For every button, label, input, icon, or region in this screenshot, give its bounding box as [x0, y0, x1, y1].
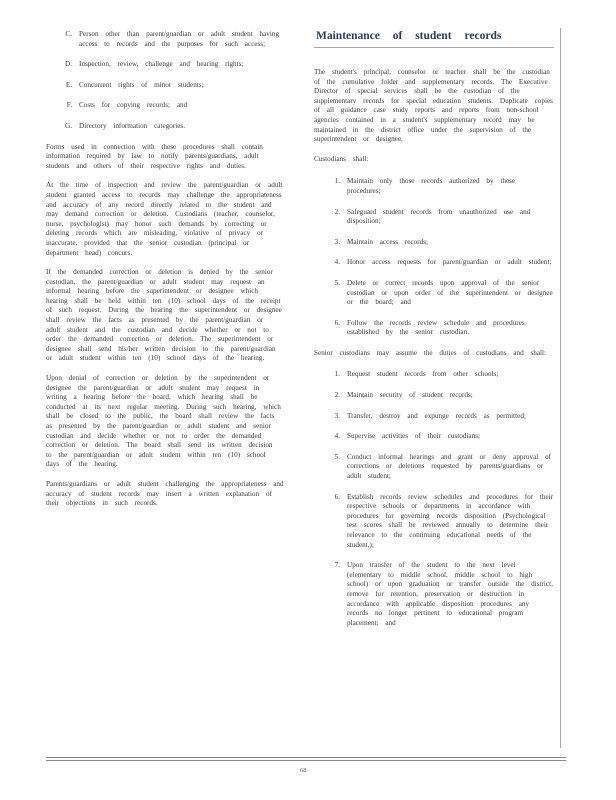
list-item-text: Inspection, review, challenge and hearing rights;	[79, 60, 244, 69]
list-item-text: Supervise activities of their custodians;	[347, 432, 480, 441]
list-item	[314, 258, 554, 268]
list-item	[314, 493, 554, 551]
list-item-text: Maintain only those records authorized by these procedures;	[347, 177, 516, 195]
paragraph: At the time of inspection and review the parent/guardian or adult student granted access to records may challenge the appropriateness and accuracy of any record directly related to the student and may demand correction or deletion. Custodians (teacher, counselor, nurse, psychologist) may honor such demands by correcting or deleting records which are misleading, violative of privacy or inaccurate, provided that the senior custodian (principal or department head) concurs.	[46, 181, 283, 257]
list-item-label: 6.	[334, 318, 340, 327]
list-item-text: Safeguard student records from unauthorized use and disposition;	[347, 207, 531, 226]
list-item-text: Delete or correct records upon approval of the senior custodian or upon order of the superintendent or designee or the board; and	[347, 278, 553, 307]
paragraph: Parents/guardians or adult student challenging the appropriateness and accuracy of student records may insert a written explanation of their objections in such records.	[46, 479, 284, 508]
list-item-label: 3.	[334, 411, 340, 420]
title-rule	[314, 47, 554, 48]
list-item	[314, 208, 554, 227]
senior-custodians-lead: Senior custodians may assume the duties of custodians and shall:	[314, 348, 547, 357]
list-item-label: D.	[65, 60, 72, 69]
section-title: Maintenance of student records	[316, 30, 502, 42]
column-divider	[560, 28, 561, 748]
list-item-text: Establish records review schedules and procedures for their respective schools or departments in accordance with procedures for governing records disposition (Psychological test scores shall be reviewed annually to determine their relevance to the continuing educational needs of the student.);	[347, 492, 554, 549]
list-item	[314, 561, 554, 628]
list-item-label: F.	[66, 101, 72, 110]
list-item	[314, 412, 554, 422]
list-item-text: Concurrent rights of minor students;	[79, 80, 204, 89]
footer-rule	[46, 757, 566, 758]
list-item-label: 5.	[334, 278, 340, 287]
list-item	[46, 81, 284, 91]
list-item-text: Person other than parent/guardian or adult student having access to records and the purposes for such access;	[79, 30, 280, 48]
list-item	[314, 370, 554, 380]
left-paragraphs	[46, 143, 284, 509]
intro-paragraph: The student's principal, counselor or teacher shall be the custodian of the cumulative folder and supplementary records. The Executive Director of special services shall be the custodian of the supplementary records for special education students. Duplicate copies of all guidance case study reports and reports from non-school agencies contained in a student's supplementary record may be maintained in the district office under the supervision of the superintendent or designee.	[314, 68, 553, 144]
list-item-text: Follow the records review schedule and procedures established by the senior custodian.	[347, 318, 525, 337]
list-item-text: Maintain access records;	[347, 237, 429, 246]
list-item	[314, 177, 554, 196]
list-item-text: Maintain security of student records;	[347, 391, 473, 400]
list-item-label: C.	[65, 30, 72, 38]
list-item-label: 3.	[334, 237, 340, 246]
list-item	[314, 238, 554, 248]
senior-duties-list	[314, 370, 554, 628]
custodian-duties-list	[314, 177, 554, 338]
footer-rule-lower	[46, 760, 566, 761]
list-item	[314, 432, 554, 442]
list-item	[314, 391, 554, 401]
page-number: 68	[300, 767, 307, 774]
list-item-label: 4.	[334, 258, 340, 267]
list-item	[46, 60, 284, 70]
list-item-label: G.	[65, 121, 72, 130]
list-item	[46, 30, 284, 49]
left-column	[46, 30, 284, 519]
list-item-label: 2.	[334, 207, 340, 216]
list-item-text: Transfer, destroy and expunge records as permitted;	[347, 411, 526, 420]
list-item-label: 7.	[334, 561, 340, 570]
list-item-text: Costs for copying records; and	[79, 101, 188, 110]
list-item-label: 1.	[334, 370, 340, 379]
list-item-text: Honor access requests for parent/guardian or adult student;	[347, 258, 552, 267]
list-item	[314, 453, 554, 482]
list-item	[314, 279, 554, 308]
list-item-label: E.	[65, 80, 72, 89]
list-item-label: 2.	[334, 391, 340, 400]
list-item-label: 1.	[334, 177, 340, 186]
list-item-label: 6.	[334, 492, 340, 501]
paragraph: Upon denial of correction or deletion by the superintendent or designee the parent/guardian or adult student may request in writing a hearing before the board, which hearing shall be conducted at its next regular meeting. During such hearing, which shall be closed to the public, the board shall review the facts as presented by the parent/guardian or adult student and senior custodian and decide whether or not to order the demanded correction or deletion. The board shall send its written decision to the parent/guardian or adult student within ten (10) school days of the hearing.	[46, 374, 281, 469]
paragraph: If the demanded correction or deletion is denied by the senior custodian, the parent/guardian or adult student may request an informal hearing before the superintendent or designee which hearing shall be held within ten (10) school days of the receipt of such request. During the hearing the superintendent or designee shall review the facts as presented by the parent/guardian or adult student and the custodian and decide whether or not to order the demanded correction or deletion. The superintendent or designee shall send his/her written decision to the parent/guardian or adult student within ten (10) school days of the hearing.	[46, 268, 282, 363]
right-column	[314, 30, 554, 639]
list-item	[314, 319, 554, 338]
paragraph: Forms used in connection with these procedures shall contain information required by law to notify parents/guardians, adult students and others of their respective rights and duties.	[46, 142, 263, 170]
list-item	[46, 122, 284, 132]
list-item-text: Upon transfer of the student to the next level (elementary to middle school, middle school to high school) or upon graduation or transfer outside the district, remove for retention, preservation or destruction in accordance with applicable disposition procedures any records no longer pertinent to educational program placement; and	[347, 561, 553, 627]
custodians-lead: Custodians shall:	[314, 154, 369, 163]
list-item-text: Request student records from other schools;	[347, 370, 499, 379]
list-item-text: Directory information categories.	[79, 121, 185, 130]
list-item-label: 5.	[334, 452, 340, 461]
list-item-text: Conduct informal hearings and grant or deny approval of corrections or deletions requested by parents/guardians or adult student;	[347, 452, 552, 481]
list-item	[46, 101, 284, 111]
left-list	[46, 30, 284, 132]
list-item-label: 4.	[334, 432, 340, 441]
